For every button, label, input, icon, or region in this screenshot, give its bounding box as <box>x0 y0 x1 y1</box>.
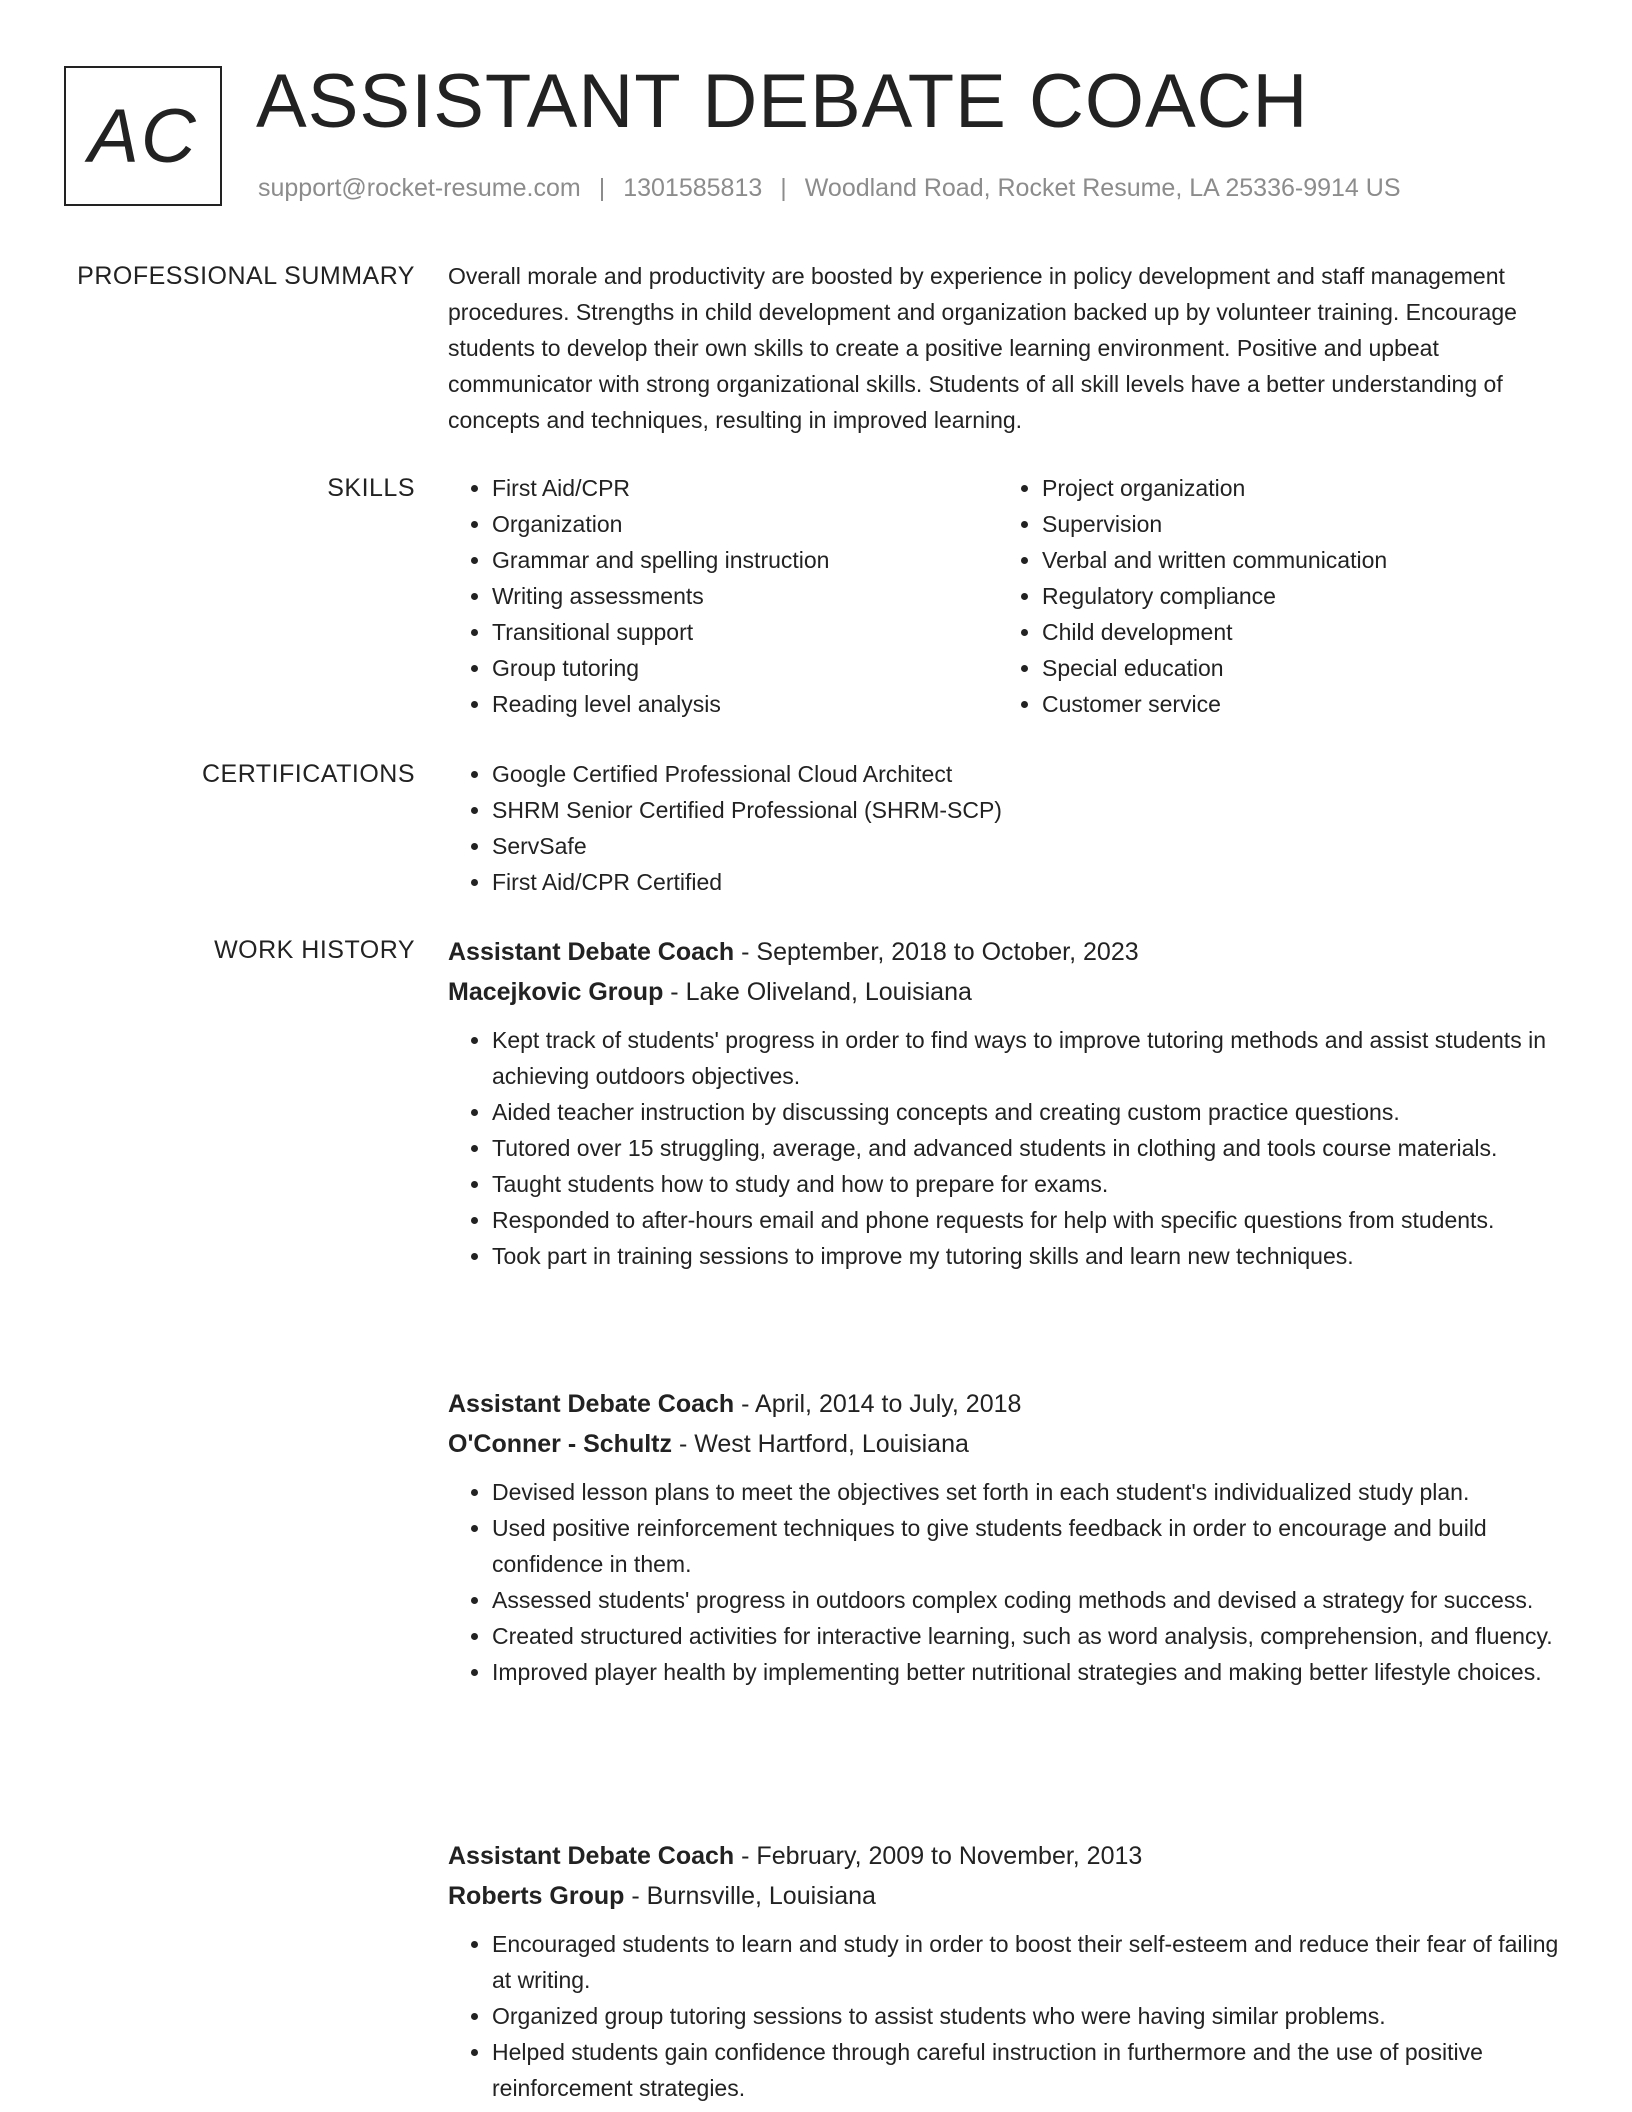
job-bullet: • Improved player health by implementing better nutritional strategies and making better lifestyle choices. <box>492 1654 1568 1690</box>
skill-item: • Transitional support <box>492 614 1032 650</box>
certification-item: • ServSafe <box>492 828 1568 864</box>
skills-label: SKILLS <box>327 474 415 502</box>
job-bullet: • Organized group tutoring sessions to assist students who were having similar problems. <box>492 1998 1568 2034</box>
job-bullet: • Kept track of students' progress in order to find ways to improve tutoring methods and assist students in achieving outdoors objectives. <box>492 1022 1568 1094</box>
contact-separator: | <box>780 174 787 202</box>
contact-phone: 1301585813 <box>623 174 763 202</box>
skill-item: • Regulatory compliance <box>1042 578 1582 614</box>
job-bullets <box>448 1022 1568 1274</box>
contact-separator: | <box>598 174 606 202</box>
skills-list-right <box>998 470 1582 722</box>
job-bullet: • Taught students how to study and how to prepare for exams. <box>492 1166 1568 1202</box>
job-title: Assistant Debate Coach <box>448 1842 735 1870</box>
job-company-line <box>448 1876 1568 1916</box>
job-location: - Burnsville, Louisiana <box>624 1882 876 1910</box>
skill-item: • Reading level analysis <box>492 686 1032 722</box>
certification-item: • First Aid/CPR Certified <box>492 864 1568 900</box>
contact-address: Woodland Road, Rocket Resume, LA 25336-9914 US <box>804 174 1401 202</box>
skill-item: • Group tutoring <box>492 650 1032 686</box>
job-company: Macejkovic Group <box>448 978 664 1006</box>
job-entry <box>448 1384 1568 1690</box>
job-bullet: • Encouraged students to learn and study in order to boost their self-esteem and reduce their fear of failing at writing. <box>492 1926 1568 1998</box>
job-bullet: • Responded to after-hours email and phone requests for help with specific questions from students. <box>492 1202 1568 1238</box>
job-location: - West Hartford, Louisiana <box>672 1430 969 1458</box>
job-dates: - February, 2009 to November, 2013 <box>734 1842 1143 1870</box>
job-bullet: • Tutored over 15 struggling, average, and advanced students in clothing and tools course materials. <box>492 1130 1568 1166</box>
job-bullet: • Helped students gain confidence through careful instruction in furthermore and the use of positive reinforcement strategies. <box>492 2034 1568 2106</box>
job-bullets <box>448 1474 1568 1690</box>
work-history-label: WORK HISTORY <box>214 936 415 964</box>
contact-email: support@rocket-resume.com <box>258 174 581 202</box>
skill-item: • Special education <box>1042 650 1582 686</box>
skills-content <box>448 470 1568 730</box>
job-entry <box>448 932 1568 1274</box>
certification-item: • Google Certified Professional Cloud Architect <box>492 756 1568 792</box>
job-bullet: • Used positive reinforcement techniques to give students feedback in order to encourage and build confidence in them. <box>492 1510 1568 1582</box>
job-title-line <box>448 932 1568 972</box>
job-title-line <box>448 1836 1568 1876</box>
job-entry <box>448 1836 1568 2106</box>
skill-item: • Verbal and written communication <box>1042 542 1582 578</box>
job-bullet: • Assessed students' progress in outdoors complex coding methods and devised a strategy for success. <box>492 1582 1568 1618</box>
job-title: Assistant Debate Coach <box>448 1390 735 1418</box>
job-company: Roberts Group <box>448 1882 625 1910</box>
job-bullets <box>448 1926 1568 2106</box>
certifications-label: CERTIFICATIONS <box>201 760 415 788</box>
monogram-initials: AC <box>88 93 198 179</box>
summary-text: Overall morale and productivity are boosted by experience in policy development and staff management procedures. Strengths in child development and organization backed up by volunteer training. Encourage students to develop their own skills to create a positive learning environment. Positive and upbeat communicator with strong organizational skills. Students of all skill levels have a better understanding of concepts and techniques, resulting in improved learning. <box>448 263 1517 433</box>
job-company: O'Conner - Schultz <box>448 1430 672 1458</box>
certifications-content <box>448 756 1568 900</box>
skill-item: • Grammar and spelling instruction <box>492 542 1032 578</box>
job-company-line <box>448 1424 1568 1464</box>
skill-item: • Project organization <box>1042 470 1582 506</box>
skill-item: • Customer service <box>1042 686 1582 722</box>
job-dates: - April, 2014 to July, 2018 <box>734 1390 1022 1418</box>
skill-item: • Writing assessments <box>492 578 1032 614</box>
job-bullet: • Took part in training sessions to improve my tutoring skills and learn new techniques. <box>492 1238 1568 1274</box>
certification-item: • SHRM Senior Certified Professional (SHRM-SCP) <box>492 792 1568 828</box>
work-history-content <box>448 932 1568 2101</box>
summary-label: PROFESSIONAL SUMMARY <box>77 262 415 290</box>
certifications-list <box>448 756 1568 900</box>
skill-item: • Child development <box>1042 614 1582 650</box>
contact-line <box>258 174 1401 203</box>
job-location: - Lake Oliveland, Louisiana <box>663 978 972 1006</box>
job-bullet: • Devised lesson plans to meet the objectives set forth in each student's individualized study plan. <box>492 1474 1568 1510</box>
job-title-line <box>448 1384 1568 1424</box>
skill-item: • Supervision <box>1042 506 1582 542</box>
skill-item: • First Aid/CPR <box>492 470 1032 506</box>
skill-item: • Organization <box>492 506 1032 542</box>
job-company-line <box>448 972 1568 1012</box>
candidate-name: ASSISTANT DEBATE COACH <box>256 59 1309 144</box>
monogram-box <box>64 66 222 206</box>
job-title: Assistant Debate Coach <box>448 938 735 966</box>
summary-content <box>448 258 1568 438</box>
job-bullet: • Aided teacher instruction by discussing concepts and creating custom practice questions. <box>492 1094 1568 1130</box>
job-bullet: • Created structured activities for interactive learning, such as word analysis, comprehension, and fluency. <box>492 1618 1568 1654</box>
skills-list-left <box>448 470 1032 722</box>
job-dates: - September, 2018 to October, 2023 <box>734 938 1139 966</box>
